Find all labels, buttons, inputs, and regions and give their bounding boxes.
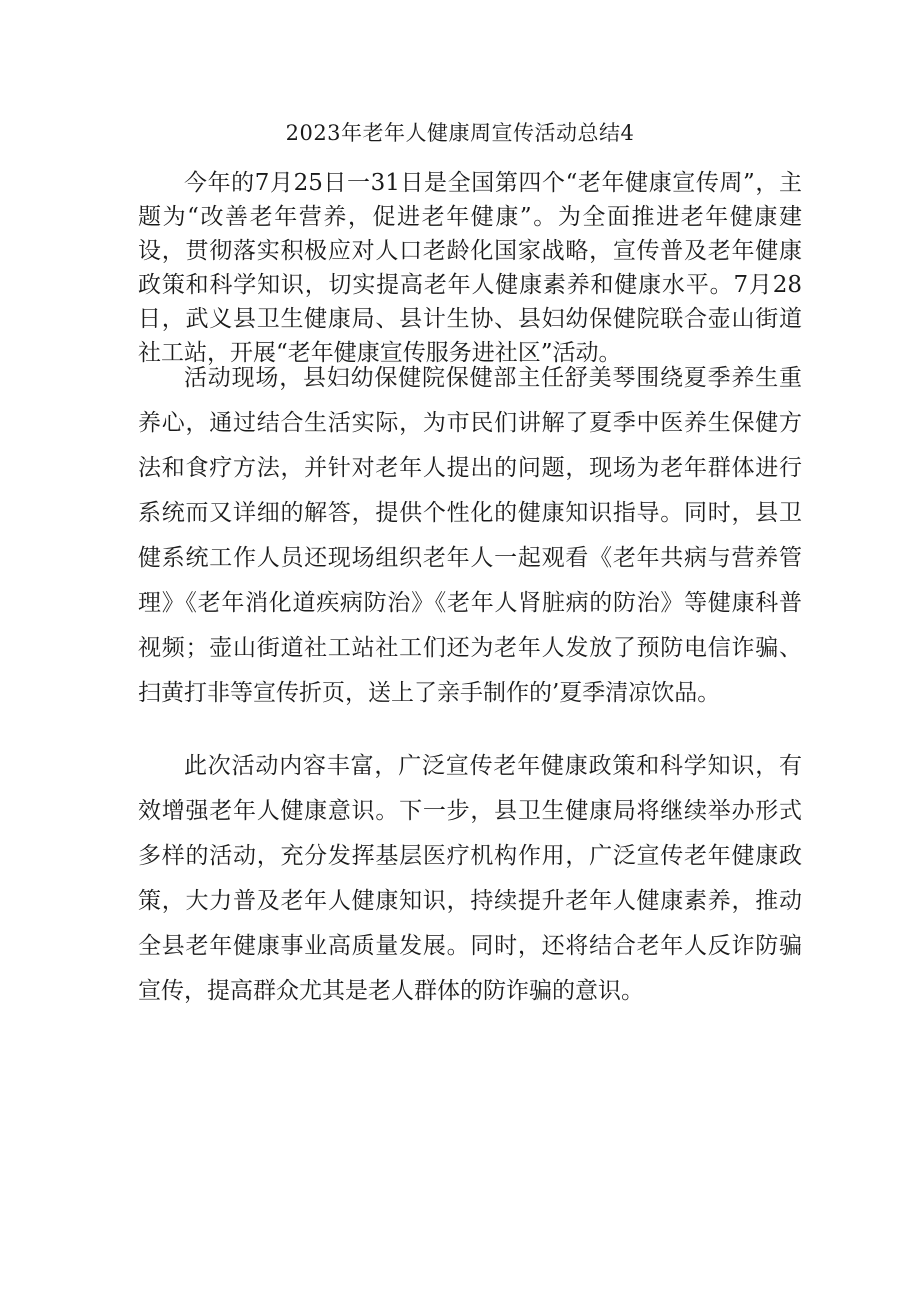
- paragraph-activity: 活动现场，县妇幼保健院保健部主任舒美琴围绕夏季养生重养心，通过结合生活实际，为市民们讲解了夏季中医养生保健方法和食疗方法，并针对老年人提出的问题，现场为老年群体进行系统而又详细的解答，提供个性化的健康知识指导。同时，县卫健系统工作人员还现场组织老年人一起观看《老年共病与营养管理》《老年消化道疾病防治》《老年人肾脏病的防治》等健康科普视频；壶山街道社工站社工们还为老年人发放了预防电信诈骗、扫黄打非等宣传折页，送上了亲手制作的’夏季清凉饮品。: [138, 365, 802, 706]
- paragraph-intro: 今年的7月25日一31日是全国第四个“老年健康宣传周”，主题为“改善老年营养，促进老年健康”。为全面推进老年健康建设，贯彻落实积极应对人口老龄化国家战略，宣传普及老年健康政策和科学知识，切实提高老年人健康素养和健康水平。7月28日，武义县卫生健康局、县计生协、县妇幼保健院联合壶山街道社工站，开展“老年健康宣传服务进社区”活动。: [138, 170, 802, 366]
- paragraph-summary: 此次活动内容丰富，广泛宣传老年健康政策和科学知识，有效增强老年人健康意识。下一步，县卫生健康局将继续举办形式多样的活动，充分发挥基层医疗机构作用，广泛宣传老年健康政策，大力普及老年人健康知识，持续提升老年人健康素养，推动全县老年健康事业高质量发展。同时，还将结合老年人反诈防骗宣传，提高群众尤其是老人群体的防诈骗的意识。: [138, 753, 802, 1004]
- document-title: 2023年老年人健康周宣传活动总结4: [285, 121, 635, 145]
